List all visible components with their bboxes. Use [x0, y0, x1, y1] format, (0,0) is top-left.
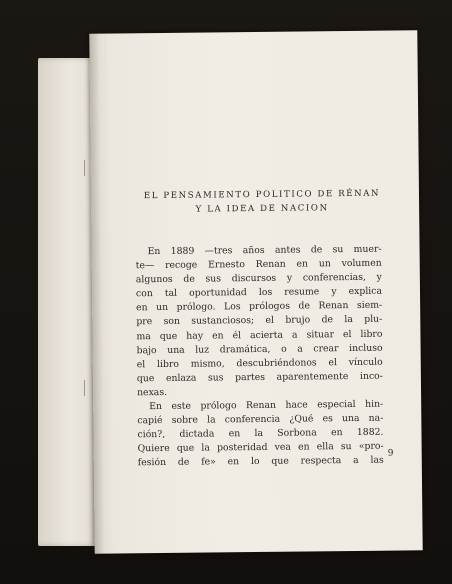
text-line: capié sobre la conferencia ¿Qué es una na-: [137, 412, 384, 427]
binding-stitch: [84, 380, 93, 396]
text-line: En 1889 —tres años antes de su muer-: [147, 243, 382, 258]
text-line: En este prólogo Renan hace especial hin-: [149, 398, 384, 413]
text-line: fesión de fe» en lo que respecta a las: [137, 455, 384, 469]
left-page-edge: [38, 58, 96, 546]
text-line: el libro mismo, descubriéndonos el vínculo: [136, 356, 383, 371]
book-page: [89, 30, 422, 553]
text-line: en un prólogo. Los prólogos de Renan siem-: [136, 300, 383, 314]
text-line: pre son sustanciosos; el brujo de la plu-: [136, 314, 383, 328]
text-line: que enlaza sus partes aparentemente inco-: [136, 370, 383, 385]
text-line: Quiere que la posteridad vea en ella su «pro-: [137, 440, 384, 455]
chapter-heading: [127, 187, 397, 218]
body-text: [136, 243, 384, 471]
text-line: con tal oportunidad los resume y explica: [135, 285, 383, 300]
page-number: 9: [387, 448, 394, 459]
chapter-heading-line-1: EL PENSAMIENTO POLITICO DE RÉNAN: [143, 188, 381, 202]
text-line: ción?, dictada en la Sorbona en 1882.: [137, 426, 384, 441]
text-line: algunos de sus discursos y conferencias, y: [135, 271, 382, 286]
text-line: bajo una luz dramática, o a crear incluso: [136, 342, 383, 356]
text-line: ma que hay en él acierta a situar el libro: [136, 328, 383, 342]
text-line: te— recoge Ernesto Renan en un volumen: [135, 257, 382, 272]
text-line: nexas.: [136, 386, 168, 399]
chapter-heading-line-2: Y LA IDEA DE NACION: [195, 203, 329, 215]
